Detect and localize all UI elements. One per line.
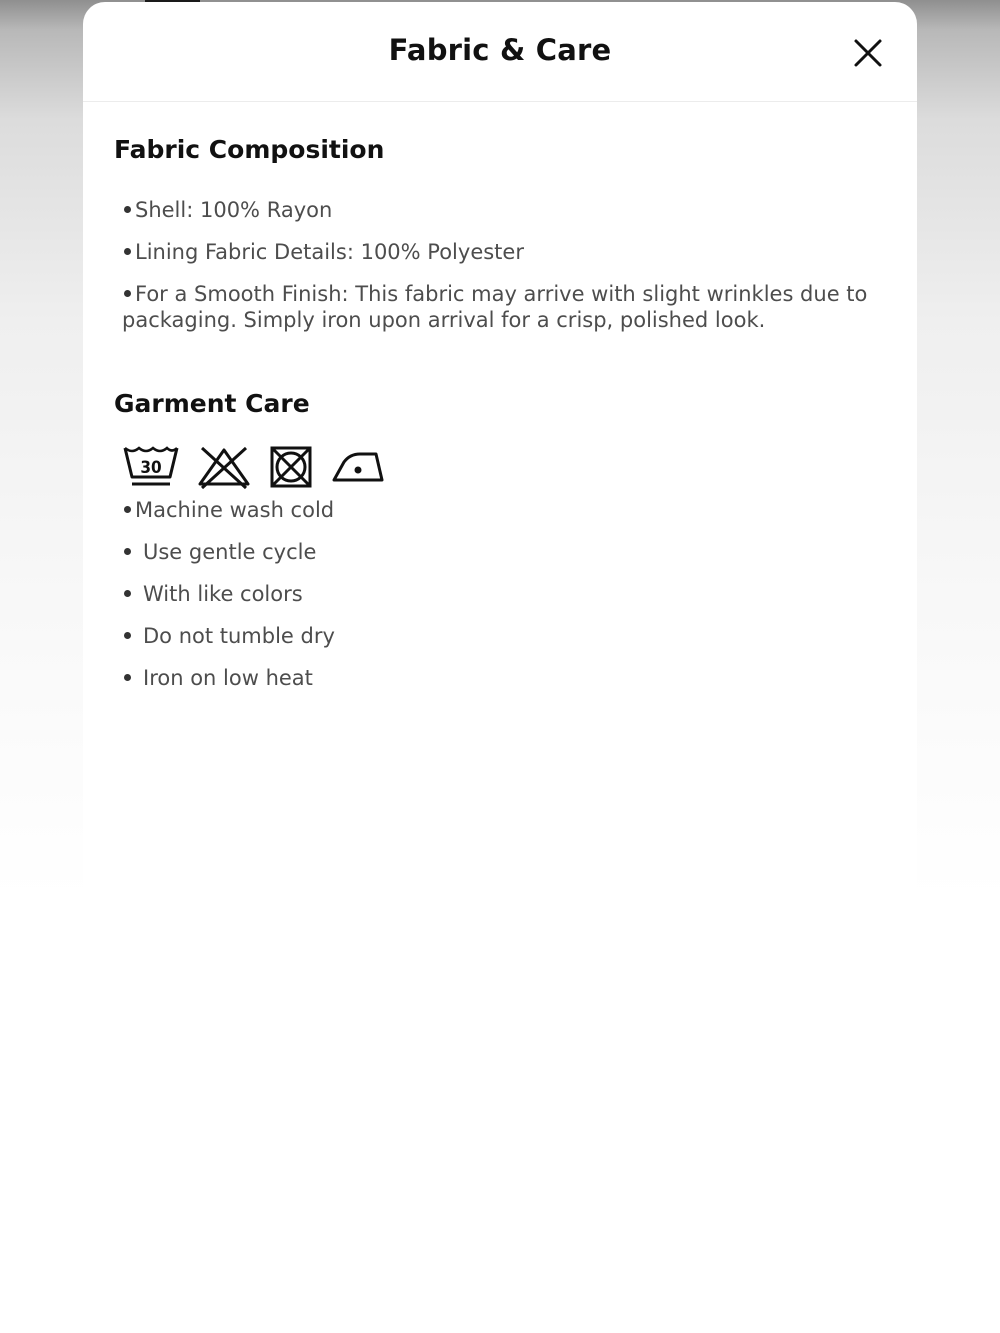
care-symbols	[122, 444, 402, 490]
composition-item-text: For a Smooth Finish: This fabric may arrive with slight wrinkles due to packaging. Simply iron upon arrival for a crisp, polished look.	[122, 282, 868, 332]
do-not-bleach-icon	[196, 444, 252, 490]
care-item-text: Use gentle cycle	[143, 540, 317, 564]
bullet-icon	[124, 248, 131, 255]
care-item-text: Do not tumble dry	[143, 624, 335, 648]
care-item	[122, 665, 335, 691]
composition-item-text: Shell: 100% Rayon	[135, 198, 333, 222]
garment-care-heading: Garment Care	[114, 389, 310, 418]
bullet-icon	[124, 632, 131, 639]
close-button[interactable]	[851, 36, 885, 70]
garment-care-list	[122, 497, 335, 707]
iron-low-heat-icon	[330, 444, 386, 490]
wash-temperature-label: 30	[140, 458, 162, 478]
bullet-icon	[124, 548, 131, 555]
wash-30-icon	[122, 444, 180, 490]
fabric-composition-list	[122, 197, 882, 349]
fabric-care-sheet	[83, 2, 917, 1333]
bullet-icon	[124, 206, 131, 213]
care-item-text: With like colors	[143, 582, 303, 606]
fabric-composition-heading: Fabric Composition	[114, 135, 385, 164]
care-item	[122, 539, 335, 565]
bullet-icon	[124, 290, 131, 297]
care-item-text: Machine wash cold	[135, 498, 335, 522]
composition-item	[122, 281, 882, 333]
care-item	[122, 623, 335, 649]
composition-item	[122, 239, 882, 265]
composition-item-text: Lining Fabric Details: 100% Polyester	[135, 240, 524, 264]
close-icon	[851, 36, 885, 70]
sheet-header	[83, 2, 917, 102]
bullet-icon	[124, 590, 131, 597]
sheet-title: Fabric & Care	[388, 33, 612, 67]
bullet-icon	[124, 674, 131, 681]
bullet-icon	[124, 506, 131, 513]
care-item	[122, 581, 335, 607]
do-not-tumble-dry-icon	[268, 444, 314, 490]
care-item	[122, 497, 335, 523]
composition-item	[122, 197, 882, 223]
care-item-text: Iron on low heat	[143, 666, 313, 690]
